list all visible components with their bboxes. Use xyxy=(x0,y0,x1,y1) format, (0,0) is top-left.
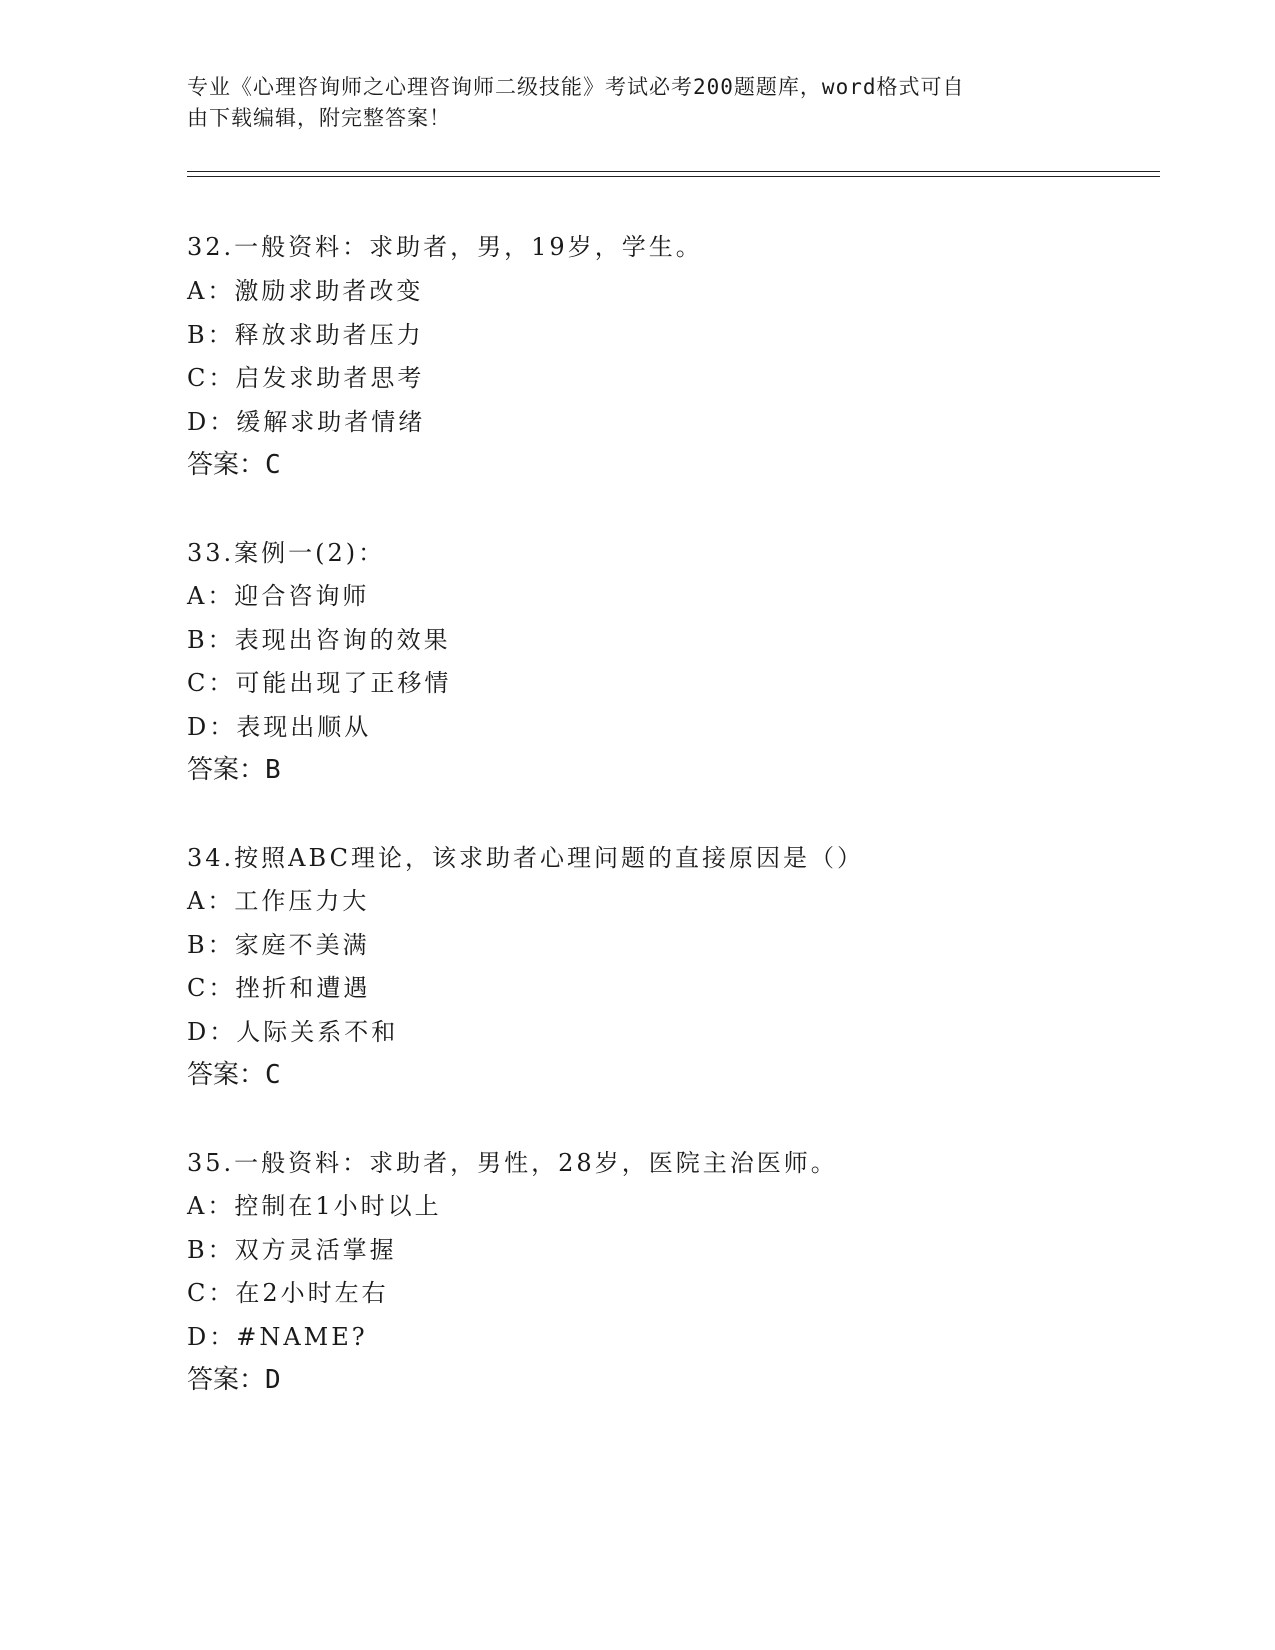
option-a: A：控制在1小时以上 xyxy=(187,1192,442,1220)
option-a: A：激励求助者改变 xyxy=(187,277,424,305)
question-stem: 34.按照ABC理论，该求助者心理问题的直接原因是（） xyxy=(187,844,864,872)
option-b: B：释放求助者压力 xyxy=(187,321,424,349)
answer-label: 答案：C xyxy=(187,1060,281,1090)
option-b: B：家庭不美满 xyxy=(187,931,370,959)
option-a: A：工作压力大 xyxy=(187,887,370,915)
option-c: C：可能出现了正移情 xyxy=(187,669,452,697)
option-d: D：表现出顺从 xyxy=(187,713,372,741)
option-c: C：在2小时左右 xyxy=(187,1279,389,1307)
question-stem: 35.一般资料：求助者，男性，28岁，医院主治医师。 xyxy=(187,1149,838,1177)
option-b: B：表现出咨询的效果 xyxy=(187,626,451,654)
option-b: B：双方灵活掌握 xyxy=(187,1236,397,1264)
option-d: D：缓解求助者情绪 xyxy=(187,408,426,436)
option-d: D：人际关系不和 xyxy=(187,1018,399,1046)
answer-label: 答案：D xyxy=(187,1365,281,1395)
header-divider-bottom xyxy=(187,176,1160,177)
option-a: A：迎合咨询师 xyxy=(187,582,370,610)
option-c: C：启发求助者思考 xyxy=(187,364,425,392)
option-d: D：#NAME? xyxy=(187,1323,368,1351)
question-stem: 32.一般资料：求助者，男，19岁，学生。 xyxy=(187,233,703,261)
header-title-line-1: 专业《心理咨询师之心理咨询师二级技能》考试必考200题题库，word格式可自 xyxy=(187,75,965,99)
header-divider-top xyxy=(187,171,1160,172)
option-c: C：挫折和遭遇 xyxy=(187,974,371,1002)
answer-label: 答案：C xyxy=(187,450,281,480)
header-title-line-2: 由下载编辑，附完整答案！ xyxy=(187,106,451,130)
question-stem: 33.案例一(2)： xyxy=(187,539,386,567)
answer-label: 答案：B xyxy=(187,755,281,785)
